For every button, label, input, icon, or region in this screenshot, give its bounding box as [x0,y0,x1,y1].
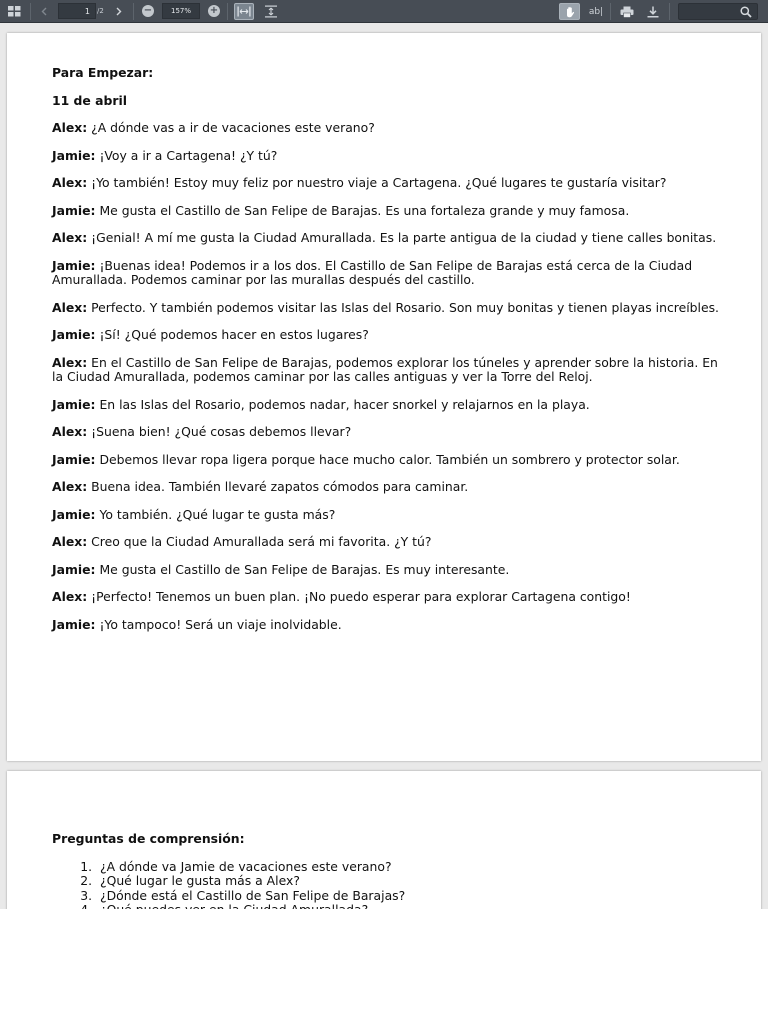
speaker-name: Alex: [52,424,88,439]
fit-page-icon[interactable] [261,0,281,23]
page-number-input[interactable]: 1 [58,3,96,19]
document-viewer[interactable] [0,23,768,909]
dialogue-text: Perfecto. Y también podemos visitar las Islas del Rosario. Son muy bonitas y tienen playas increíbles. [91,299,719,315]
print-icon[interactable] [617,0,637,23]
dialogue-line [52,121,732,136]
dialogue-line [52,425,732,440]
dialogue-line [52,453,732,468]
speaker-name: Jamie: [52,327,96,342]
dialogue-line [52,231,732,246]
speaker-name: Jamie: [52,506,96,522]
speaker-name: Alex: [52,230,88,245]
speaker-name: Jamie: [52,147,96,163]
dialogue-line [52,398,732,413]
download-icon[interactable] [643,0,663,23]
speaker-name: Jamie: [52,451,96,467]
speaker-name: Jamie: [52,202,96,218]
speaker-name: Alex: [52,534,88,549]
dialogue-line [52,508,732,523]
zoom-level-input[interactable]: 157% [162,3,200,19]
chevron-left-icon[interactable] [36,0,52,23]
dialogue-line [52,176,732,191]
dialogue-line [52,618,732,633]
page-1-content [52,66,732,645]
dialogue-line [52,356,732,385]
date-heading: 11 de abril [52,92,127,108]
dialogue-text: ¡Perfecto! Tenemos un buen plan. ¡No puedo esperar para explorar Cartagena contigo! [91,589,631,604]
dialogue-line [52,328,732,343]
dialogue-line [52,204,732,219]
dialogue-text: Yo también. ¿Qué lugar te gusta más? [99,506,336,522]
speaker-name: Alex: [52,175,88,190]
dialogue-text: ¡Buenas idea! Podemos ir a los dos. El Castillo de San Felipe de Barajas está cerca de la Ciudad Amurallada. Podemos caminar por las murallas después del castillo. [52,257,693,287]
dialogue-line [52,301,732,316]
dialogue-line [52,149,732,164]
dialogue-line [52,535,732,550]
zoom-in-icon[interactable]: + [209,5,219,16]
text-select-icon[interactable]: ab| [588,6,604,17]
dialogue-text: Me gusta el Castillo de San Felipe de Barajas. Es muy interesante. [99,561,510,577]
page-2-content [52,832,732,918]
dialogue-line [52,480,732,495]
dialogue-text: ¡Yo tampoco! Será un viaje inolvidable. [99,616,342,632]
dialogue-text: En las Islas del Rosario, podemos nadar, hacer snorkel y relajarnos en la playa. [99,396,590,412]
dialogue-list [52,121,732,632]
dialogue-text: Me gusta el Castillo de San Felipe de Barajas. Es una fortaleza grande y muy famosa. [99,202,630,218]
speaker-name: Alex: [52,479,88,494]
dialogue-text: ¡Yo también! Estoy muy feliz por nuestro viaje a Cartagena. ¿Qué lugares te gustaría visitar? [91,175,667,190]
dialogue-text: ¡Voy a ir a Cartagena! ¿Y tú? [99,147,278,163]
page-heading: Para Empezar: [52,65,154,80]
dialogue-text: ¡Suena bien! ¿Qué cosas debemos llevar? [91,424,352,439]
dialogue-line [52,259,732,288]
speaker-name: Jamie: [52,257,96,273]
speaker-name: Alex: [52,299,88,315]
dialogue-text: Creo que la Ciudad Amurallada será mi favorita. ¿Y tú? [91,534,432,549]
question-item: 2. ¿Qué lugar le gusta más a Alex? [96,874,732,889]
dialogue-text: ¡Genial! A mí me gusta la Ciudad Amurallada. Es la parte antigua de la ciudad y tiene calles bonitas. [91,230,717,245]
dialogue-text: Debemos llevar ropa ligera porque hace mucho calor. También un sombrero y protector solar. [99,451,680,467]
dialogue-line [52,590,732,605]
speaker-name: Alex: [52,120,88,135]
dialogue-line [52,563,732,578]
search-icon[interactable] [736,0,756,23]
dialogue-text: En el Castillo de San Felipe de Barajas, podemos explorar los túneles y aprender sobre la historia. En la Ciudad Amurallada, podemos caminar por las calles antiguas y ver la Torre del Reloj. [52,354,718,384]
page-total: /2 [97,7,104,15]
chevron-right-icon[interactable] [111,0,127,23]
speaker-name: Alex: [52,589,88,604]
hand-tool-icon[interactable] [559,3,580,20]
fit-width-icon[interactable] [234,3,254,20]
dialogue-text: Buena idea. También llevaré zapatos cómodos para caminar. [91,479,469,494]
dialogue-text: ¿A dónde vas a ir de vacaciones este verano? [91,120,375,135]
question-item: 1. ¿A dónde va Jamie de vacaciones este verano? [96,860,732,875]
question-item: 3. ¿Dónde está el Castillo de San Felipe de Barajas? [96,889,732,904]
blank-area [0,909,768,1024]
pdf-toolbar [0,0,768,23]
dialogue-text: ¡Sí! ¿Qué podemos hacer en estos lugares? [99,327,369,342]
speaker-name: Jamie: [52,561,96,577]
questions-heading: Preguntas de comprensión: [52,831,245,846]
pdf-page-1 [7,33,761,761]
zoom-out-icon[interactable]: − [143,5,153,16]
speaker-name: Jamie: [52,616,96,632]
speaker-name: Jamie: [52,396,96,412]
speaker-name: Alex: [52,354,88,370]
grid-icon[interactable] [4,0,24,23]
